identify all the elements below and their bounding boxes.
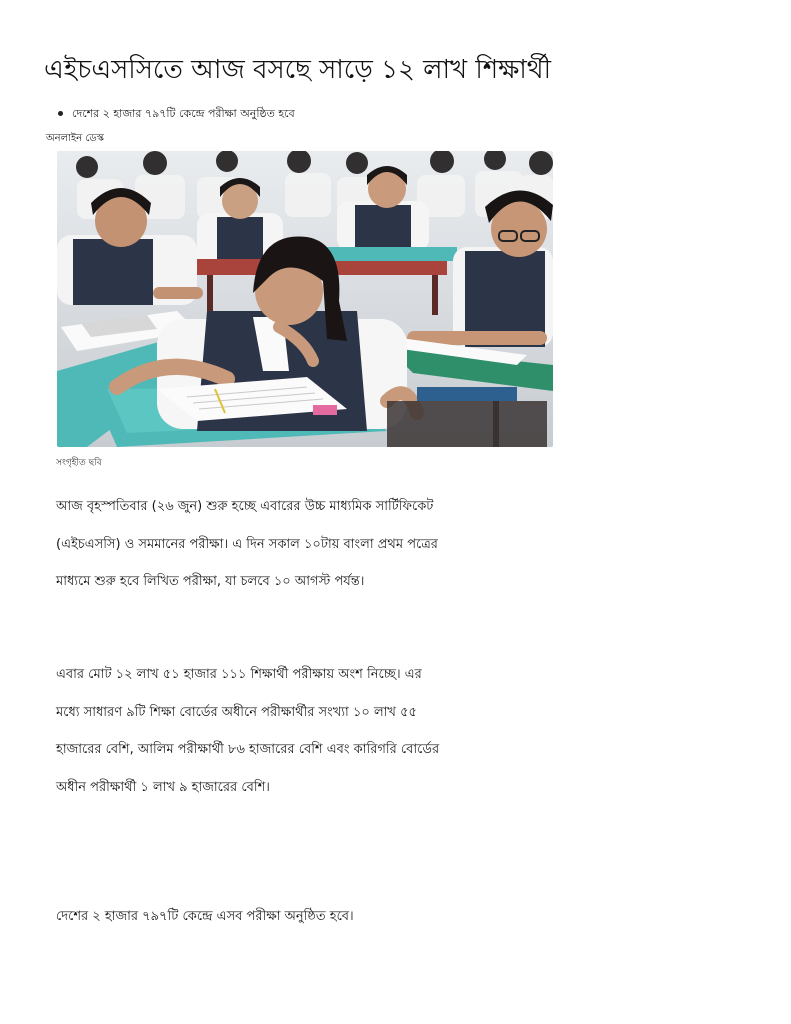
exam-hall-photo-illustration [57,151,553,447]
article-highlights [58,106,295,122]
article-headline: এইচএসসিতে আজ বসছে সাড়ে ১২ লাখ শিক্ষার্থী [44,55,552,85]
highlight-text: দেশের ২ হাজার ৭৯৭টি কেন্দ্রে পরীক্ষা অনুষ্ঠিত হবে [72,107,295,120]
article-photo [57,151,553,447]
article-paragraph: আজ বৃহস্পতিবার (২৬ জুন) শুরু হচ্ছে এবারের উচ্চ মাধ্যমিক সার্টিফিকেট (এইচএসসি) ও সমমানের পরীক্ষা। এ দিন সকাল ১০টায় বাংলা প্রথম পত্রের মাধ্যমে শুরু হবে লিখিত পরীক্ষা, যা চলবে ১০ আগস্ট পর্যন্ত। [56,499,438,589]
article-byline: অনলাইন ডেস্ক [46,133,104,144]
bullet-icon [58,111,63,116]
article-paragraph: এবার মোট ১২ লাখ ৫১ হাজার ১১১ শিক্ষার্থী পরীক্ষায় অংশ নিচ্ছে। এর মধ্যে সাধারণ ৯টি শিক্ষা বোর্ডের অধীনে পরীক্ষার্থীর সংখ্যা ১০ লাখ ৫৫ হাজারের বেশি, আলিম পরীক্ষার্থী ৮৬ হাজারের বেশি এবং কারিগরি বোর্ডের অধীন পরীক্ষার্থী ১ লাখ ৯ হাজারের বেশি। [56,667,440,795]
article-paragraph: দেশের ২ হাজার ৭৯৭টি কেন্দ্রে এসব পরীক্ষা অনুষ্ঠিত হবে। [56,909,354,924]
highlight-item [58,106,295,122]
photo-caption: সংগৃহীত ছবি [56,458,102,468]
